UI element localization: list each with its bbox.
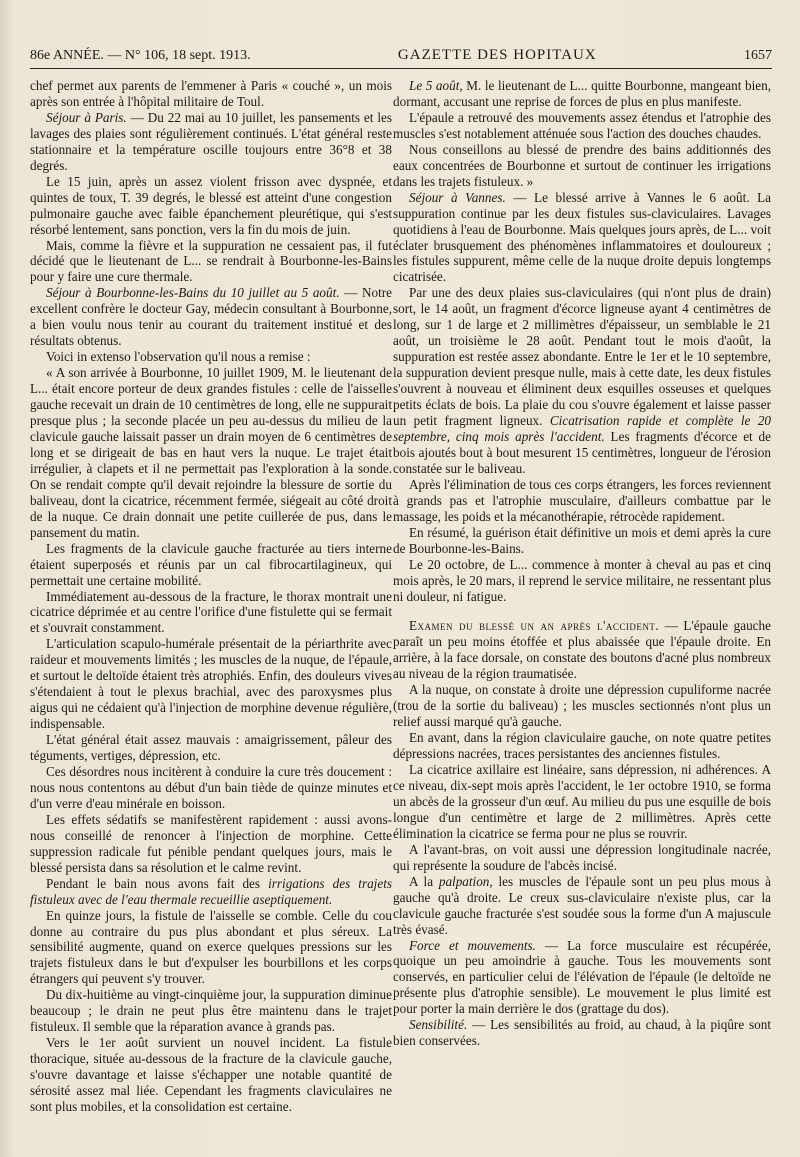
paragraph	[393, 477, 771, 525]
paragraph-text: — L'épaule gauche paraît un peu moins étoffée et plus abaissée que l'épaule droite. En arrière, à la face dorsale, on constate des boutons d'acné plus nombreux au niveau de la région traumatisée.	[393, 618, 771, 682]
paragraph	[30, 589, 392, 637]
paragraph-text: A la nuque, on constate à droite une dépression cupuliforme nacrée (trou de la sortie du baliveau) ; les muscles sectionnés n'ont plus un relief aussi marqué qu'à gauche.	[393, 682, 771, 730]
paragraph-text: Pendant le bain nous avons fait des	[46, 875, 269, 891]
paragraph-text: Par une des deux plaies sus-claviculaires (qui n'ont plus de drain) sort, le 14 août, un fragment d'écorce ligneuse ayant 4 centimètres de long, sur 1 de large et 2 millimètres d'épaisseur, un semblable le 21 août, un troisième le 28 août. Pendant tout le mois d'août, la suppuration est restée assez abondante. Entre le 1er et le 10 septembre, la suppuration devient presque nulle, mais à cette date, les deux fistules s'ouvrent à nouveau et éliminent deux esquilles osseuses et quelques petits éclats de bois. La plaie du cou s'ouvre également et laisse passer un petit fragment ligneux.	[393, 285, 771, 429]
section-heading: Examen du blessé un an après l'accident.	[409, 618, 660, 634]
paragraph	[30, 732, 392, 764]
paragraph	[30, 987, 392, 1035]
paragraph	[393, 1017, 771, 1049]
paragraph	[30, 764, 392, 812]
paragraph	[393, 285, 771, 476]
paragraph	[30, 365, 392, 540]
paragraph	[30, 349, 392, 365]
section-lead: Séjour à Vannes.	[409, 189, 506, 205]
paragraph	[30, 876, 392, 908]
paragraph-text: , les muscles de l'épaule sont un peu plus mous à gauche qu'à droite. Le creux sus-claviculaire n'existe plus, car la clavicule gauche fracturée s'est soudée sous la forme d'un A majuscule très évasé.	[393, 873, 771, 937]
paragraph-text: Ces désordres nous incitèrent à conduire la cure très doucement : nous nous contentons au début d'un bain tiède de quinze minutes et d'un verre d'eau minérale en boisson.	[30, 763, 392, 811]
paragraph	[393, 842, 771, 874]
running-header	[30, 40, 772, 64]
paragraph	[30, 636, 392, 732]
section-lead: Séjour à Paris.	[46, 109, 127, 125]
paragraph-text: chef permet aux parents de l'emmener à Paris « couché », un mois après son entrée à l'hôpital militaire de Toul.	[30, 78, 392, 109]
paragraph-text: Vers le 1er août survient un nouvel incident. La fistule thoracique, située au-dessous de la fracture de la clavicule gauche, s'ouvre davantage et laisse s'échapper une notable quantité de sérosité assez mal liée. Cependant les fragments claviculaires ne sont plus mobiles, et la consolidation est certaine.	[30, 1035, 392, 1114]
paragraph-text: Voici in extenso l'observation qu'il nous a remise :	[46, 349, 311, 365]
emphasis: palpation	[438, 873, 490, 889]
paragraph-text: En résumé, la guérison était définitive un mois et demi après la cure de Bourbonne-les-Bains.	[393, 524, 771, 556]
paragraph-text: Nous conseillons au blessé de prendre des bains additionnés des eaux concentrées de Bourbonne et surtout de continuer les irrigations dans les trajets fistuleux. »	[393, 141, 771, 189]
left-column	[30, 78, 392, 1139]
paragraph	[393, 525, 771, 557]
issue-info: 86e ANNÉE. — N° 106, 18 sept. 1913.	[30, 48, 251, 63]
paragraph	[393, 874, 771, 938]
paragraph-text: Immédiatement au-dessous de la fracture, le thorax montrait une cicatrice déprimée et au centre l'orifice d'une fistulette qui se fermait et s'ouvrait constamment.	[30, 588, 392, 636]
paragraph	[30, 1035, 392, 1115]
paragraph	[393, 110, 771, 142]
paragraph	[30, 238, 392, 286]
paragraph	[393, 78, 771, 110]
paragraph-text: — Le blessé arrive à Vannes le 6 août. La suppuration continue par les deux fistules sus-claviculaires. Lavages quotidiens à l'eau de Bourbonne. Mais quelques jours après, de L... voit éclater brusquement des phénomènes inflammatoires et douloureux ; les fistules suppurent, même celle de la nuque droite depuis longtemps cicatrisée.	[393, 189, 771, 285]
paragraph	[30, 174, 392, 238]
section-lead: Séjour à Bourbonne-les-Bains du 10 juillet au 5 août.	[46, 285, 340, 301]
paragraph	[30, 78, 392, 110]
paragraph-text: La cicatrice axillaire est linéaire, sans dépression, ni adhérences. A ce niveau, dix-sept mois après l'accident, le 1er octobre 1910, se forma un abcès de la grosseur d'un œuf. Au milieu du pus une esquille de bois longue d'un centimètre et large de 2 millimètres. Après cette élimination la cicatrice se ferma pour ne plus se rouvrir.	[393, 762, 771, 841]
paragraph-text: « A son arrivée à Bourbonne, 10 juillet 1909, M. le lieutenant de L... était encore porteur de deux grandes fistules : celle de l'aisselle gauche recevait un drain de 10 centimètres de long, elle ne suppurait presque plus ; la seconde placée un peu au-dessus du milieu de la clavicule gauche laissait passer un drain moyen de 6 centimètres de long et se dirigeait de bas en haut vers la nuque. Le trajet était irrégulier, à clapets et il ne permettait pas l'exploration à la sonde. On se rendait compte qu'il devait rejoindre la blessure de sortie du baliveau, dont la cicatrice, récemment fermée, siégeait au côté droit de la nuque. Ce drain donnait une petite cuillerée de pus, dans le pansement du matin.	[30, 365, 392, 540]
paragraph-text: Les effets sédatifs se manifestèrent rapidement : aussi avons-nous conseillé de renoncer à l'injection de morphine. Cette suppression radicale fut pénible pendant quelques jours, mais le blessé persista dans sa résolution et le calme revint.	[30, 811, 392, 875]
header-rule	[30, 68, 772, 69]
paragraph-text: Le 15 juin, après un assez violent frisson avec dyspnée, et quintes de toux, T. 39 degrés, le blessé est atteint d'une congestion pulmonaire gauche avec faible épanchement pleurétique, qui s'est résorbé lentement, sans ponction, vers la fin du mois de juin.	[30, 173, 392, 237]
paragraph-text: Le 20 octobre, de L... commence à monter à cheval au pas et cinq mois après, le 20 mars, il reprend le service militaire, ne ressentant plus ni douleur, ni fatigue.	[393, 556, 771, 604]
paragraph-text: A la	[409, 873, 439, 889]
paragraph	[393, 618, 771, 682]
paragraph-text: L'état général était assez mauvais : amaigrissement, pâleur des téguments, vertiges, dépression, etc.	[30, 732, 392, 764]
paragraph-text: Les fragments de la clavicule gauche fracturée au tiers interne étaient superposés et réunis par un cal fibrocartilagineux, qui permettait une certaine mobilité.	[30, 540, 392, 588]
paragraph	[30, 908, 392, 988]
paragraph	[393, 682, 771, 730]
paragraph-text: Mais, comme la fièvre et la suppuration ne cessaient pas, il fut décidé que le lieutenant de L... se rendrait à Bourbonne-les-Bains pour y faire une cure thermale.	[30, 237, 392, 285]
emphasis: Cicatrisation rapide et complète le 20 septembre, cinq mois après l'accident.	[393, 413, 771, 444]
paragraph-text: — La force musculaire est récupérée, quoique un peu amoindrie à gauche. Tous les mouvements sont conservés, en particulier celui de l'élévation de l'épaule (le deltoïde ne présente plus d'atrophie sensible). Le mouvement le plus limité est pour porter la main derrière le dos (grattage du dos).	[393, 937, 771, 1017]
paragraph	[393, 938, 771, 1018]
paragraph	[393, 762, 771, 842]
paragraph	[393, 557, 771, 605]
section-lead: Le 5 août,	[409, 78, 463, 93]
paragraph-text: — Les sensibilités au froid, au chaud, à la piqûre sont bien conservées.	[393, 1017, 771, 1049]
paragraph	[393, 730, 771, 762]
paragraph-text: Les fragments d'écorce et de bois ajoutés bout à bout mesurent 15 centimètres, longueur de l'érosion constatée sur le baliveau.	[393, 428, 771, 476]
paragraph-text: — Notre excellent confrère le docteur Gay, médecin consultant à Bourbonne, a bien voulu nous tenir au courant du traitement institué et des résultats obtenus.	[30, 285, 392, 349]
right-column	[393, 78, 771, 1139]
paragraph-text: M. le lieutenant de L... quitte Bourbonne, mangeant bien, dormant, accusant une reprise de forces de plus en plus manifeste.	[393, 78, 771, 109]
page-number: 1657	[743, 48, 772, 63]
emphasis: irrigations des trajets fistuleux avec de l'eau thermale recueillie aseptiquement.	[30, 875, 392, 907]
paragraph	[30, 110, 392, 174]
journal-title: GAZETTE DES HOPITAUX	[397, 47, 597, 63]
paragraph	[393, 142, 771, 190]
paragraph-text: — Du 22 mai au 10 juillet, les pansements et les lavages des plaies sont régulièrement continués. L'état général reste stationnaire et la température oscille toujours entre 36°8 et 38 degrés.	[30, 109, 392, 173]
paragraph	[30, 812, 392, 876]
paragraph-text: A l'avant-bras, on voit aussi une dépression longitudinale nacrée, qui représente la soudure de l'abcès incisé.	[393, 841, 771, 873]
paragraph-text: En avant, dans la région claviculaire gauche, on note quatre petites dépressions nacrées, traces persistantes des anciennes fistules.	[393, 730, 771, 762]
section-lead: Force et mouvements.	[409, 937, 536, 953]
paragraph	[393, 190, 771, 286]
paragraph-text: En quinze jours, la fistule de l'aisselle se comble. Celle du cou donne au contraire du pus plus abondant et plus séreux. La sensibilité augmente, quand on exerce quelques pressions sur les trajets fistuleux dans le but d'expulser les bourbillons et les corps étrangers qui peuvent s'y trouver.	[30, 907, 392, 987]
paragraph-text: L'épaule a retrouvé des mouvements assez étendus et l'atrophie des muscles s'est notablement atténuée sous l'action des douches chaudes.	[393, 109, 771, 141]
paragraph-text: Après l'élimination de tous ces corps étrangers, les forces reviennent à grands pas et l'atrophie musculaire, d'ailleurs combattue par le massage, les poids et la mécanothérapie, rétrocède rapidement.	[393, 476, 771, 524]
paragraph	[30, 285, 392, 349]
section-lead: Sensibilité.	[409, 1017, 468, 1033]
paragraph	[30, 541, 392, 589]
paragraph-text: Du dix-huitième au vingt-cinquième jour, la suppuration diminue beaucoup ; le drain ne peut plus être maintenu dans le trajet fistuleux. Il semble que la réparation avance à grands pas.	[30, 987, 392, 1035]
paragraph-text: L'articulation scapulo-humérale présentait de la périarthrite avec raideur et mouvements limités ; les muscles de la nuque, de l'épaule, et surtout le deltoïde étaient très atrophiés. Enfin, des douleurs vives s'étendaient à tout le plexus brachial, avec des paroxysmes plus aigus qui ne cédaient qu'à l'injection de morphine devenue régulière, indispensable.	[30, 636, 392, 732]
